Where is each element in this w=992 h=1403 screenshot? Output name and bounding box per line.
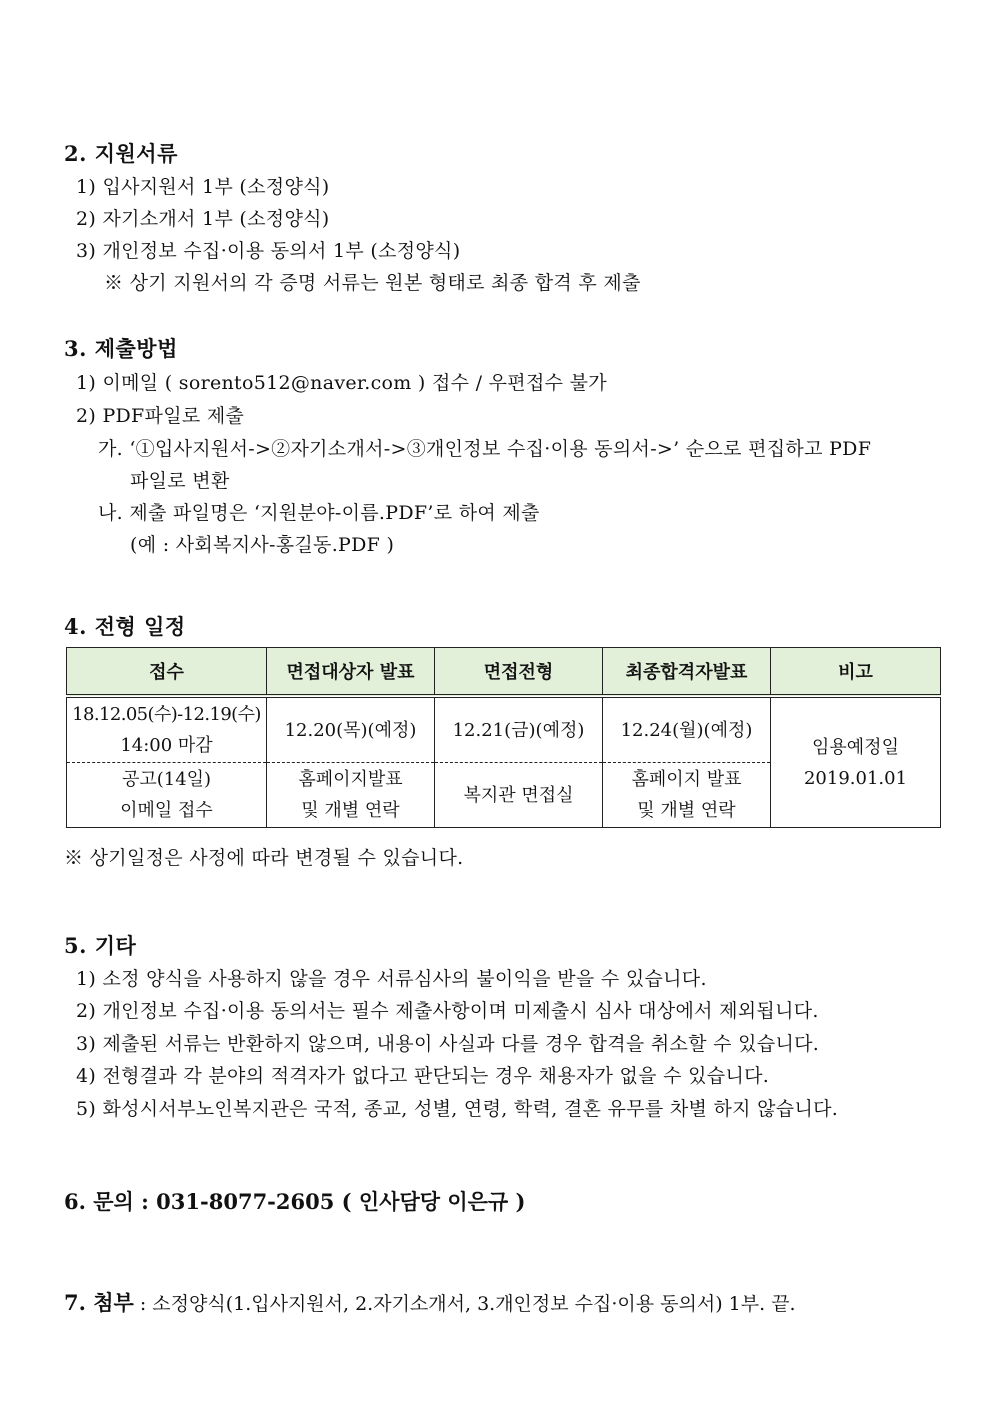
header-receipt: 접수: [67, 648, 267, 697]
sec4-note: ※ 상기일정은 사정에 따라 변경될 수 있습니다.: [64, 847, 464, 869]
cell-final-result-date: 12.24(월)(예정): [603, 696, 771, 763]
cell-interview-list-method: [267, 763, 435, 828]
header-interview: 면접전형: [435, 648, 603, 697]
sec5-item-2: 2) 개인정보 수집·이용 동의서는 필수 제출사항이며 미제출시 심사 대상에서 제외됩니다.: [76, 1000, 819, 1022]
remarks-line-1: 임용예정일: [812, 736, 899, 758]
final-result-method-line-2: 및 개별 연락: [637, 800, 736, 821]
sec2-item-3: 3) 개인정보 수집·이용 동의서 1부 (소정양식): [76, 240, 461, 262]
cell-final-result-method: [603, 763, 771, 828]
receipt-period-text: 18.12.05(수)-12.19(수): [72, 704, 261, 725]
header-final-result: 최종합격자발표: [603, 648, 771, 697]
cell-remarks: [771, 696, 941, 828]
cell-interview-place: 복지관 면접실: [435, 763, 603, 828]
attachment-line: [64, 1287, 796, 1317]
sec5-item-1: 1) 소정 양식을 사용하지 않을 경우 서류심사의 불이익을 받을 수 있습니다.: [76, 968, 707, 990]
cell-interview-list-date: 12.20(목)(예정): [267, 696, 435, 763]
section-3-heading: 3. 제출방법: [64, 336, 178, 361]
cell-receipt-method: [67, 763, 267, 828]
sec3-item-2: 2) PDF파일로 제출: [76, 405, 245, 427]
sec2-note: ※ 상기 지원서의 각 증명 서류는 원본 형태로 최종 합격 후 제출: [104, 272, 641, 294]
receipt-deadline-text: 14:00 마감: [120, 735, 213, 756]
schedule-table: [66, 647, 941, 828]
section-2-heading: 2. 지원서류: [64, 141, 178, 166]
interview-list-method-line-2: 및 개별 연락: [301, 800, 400, 821]
sec2-item-2: 2) 자기소개서 1부 (소정양식): [76, 208, 330, 230]
section-4-heading: 4. 전형 일정: [64, 614, 186, 639]
sec2-item-1: 1) 입사지원서 1부 (소정양식): [76, 176, 330, 198]
sec5-item-3: 3) 제출된 서류는 반환하지 않으며, 내용이 사실과 다를 경우 합격을 취소할 수 있습니다.: [76, 1033, 820, 1055]
cell-interview-date: 12.21(금)(예정): [435, 696, 603, 763]
attachment-text: : 소정양식(1.입사지원서, 2.자기소개서, 3.개인정보 수집·이용 동의서) 1부. 끝.: [133, 1293, 796, 1315]
header-interview-list: 면접대상자 발표: [267, 648, 435, 697]
final-result-method-line-1: 홈페이지 발표: [631, 769, 742, 790]
schedule-header-row: [67, 648, 941, 697]
schedule-row-dates: [67, 696, 941, 763]
cell-receipt-period: [67, 696, 267, 763]
section-5-heading: 5. 기타: [64, 933, 137, 958]
receipt-method-line-1: 공고(14일): [121, 769, 212, 790]
sec3-item-1: 1) 이메일 ( sorento512@naver.com ) 접수 / 우편접수 불가: [76, 372, 607, 394]
sec3-sub-na-line1: 나. 제출 파일명은 ‘지원분야-이름.PDF’로 하여 제출: [98, 502, 540, 524]
sec3-sub-ga-line2: 파일로 변환: [130, 470, 230, 492]
attachment-label: 7. 첨부: [64, 1290, 134, 1315]
sec5-item-5: 5) 화성시서부노인복지관은 국적, 종교, 성별, 연령, 학력, 결혼 유무를 차별 하지 않습니다.: [76, 1098, 839, 1120]
receipt-method-line-2: 이메일 접수: [120, 800, 213, 821]
sec3-sub-ga-line1: 가. ‘①입사지원서->②자기소개서->③개인정보 수집·이용 동의서->’ 순으로 편집하고 PDF: [98, 438, 872, 460]
sec3-sub-na-line2: (예 : 사회복지사-홍길동.PDF ): [130, 534, 395, 556]
contact-info: 6. 문의 : 031-8077-2605 ( 인사담당 이은규 ): [64, 1189, 526, 1214]
header-remarks: 비고: [771, 648, 941, 697]
remarks-line-2: 2019.01.01: [803, 767, 908, 789]
interview-list-method-line-1: 홈페이지발표: [298, 769, 403, 790]
sec5-item-4: 4) 전형결과 각 분야의 적격자가 없다고 판단되는 경우 채용자가 없을 수 있습니다.: [76, 1065, 770, 1087]
